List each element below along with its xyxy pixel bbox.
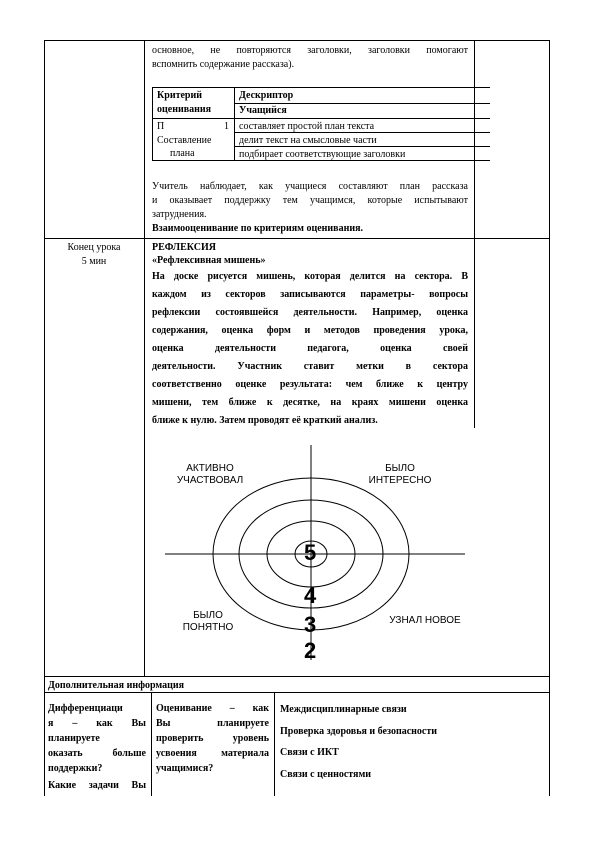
target-label-top-left bbox=[160, 463, 260, 487]
additional-col3-line: Связи с ИКТ bbox=[280, 747, 339, 758]
target-score-2: 2 bbox=[304, 638, 317, 663]
reflection-title: РЕФЛЕКСИЯ bbox=[152, 242, 216, 253]
criteria-criterion-line-1: Составление bbox=[157, 135, 212, 146]
criteria-header-criterion: Критерий bbox=[157, 90, 203, 101]
target-score-3: 3 bbox=[304, 612, 317, 637]
additional-col3-line: Проверка здоровья и безопасности bbox=[280, 726, 438, 737]
additional-col1-line: оказать больше bbox=[48, 748, 146, 759]
reflection-line: содержания, оценка форм и методов проведения урока, bbox=[152, 325, 468, 336]
target-score-4: 4 bbox=[304, 583, 317, 608]
end-stage-duration: 5 мин bbox=[81, 256, 107, 267]
target-label-top-left-line-1: АКТИВНО bbox=[186, 463, 234, 474]
top-text-line-1: основное, не повторяются заголовки, заголовки помогают bbox=[152, 45, 468, 56]
additional-col2-line: Вы планируете bbox=[156, 718, 269, 729]
target-label-bottom-left-line-2: ПОНЯТНО bbox=[182, 622, 234, 633]
reflection-line: оценка деятельности педагога, оценка своей bbox=[152, 343, 468, 354]
teacher-note-line-3: затруднения. bbox=[152, 209, 207, 220]
target-label-bottom-left-line-1: БЫЛО bbox=[193, 610, 223, 621]
target-label-top-left-line-2: УЧАСТВОВАЛ bbox=[176, 475, 244, 486]
additional-info-title: Дополнительная информация bbox=[48, 680, 185, 691]
reflection-line: каждом из секторов записываются параметры- вопросы bbox=[152, 289, 468, 300]
target-label-top-right bbox=[350, 463, 450, 487]
target-label-top-right-line-2: ИНТЕРЕСНО bbox=[368, 475, 432, 486]
teacher-note-line-2: и оказывает поддержку тем учащимся, которые испытывают bbox=[152, 195, 468, 206]
additional-col2-line: проверить уровень bbox=[156, 733, 269, 744]
reflection-line: мишени, тем ближе к десятке, на краях мишени оценка bbox=[152, 397, 468, 408]
reflection-line: ближе к нулю. Затем проводят её краткий анализ. bbox=[152, 415, 378, 426]
reflection-line: деятельности. Участник ставит метки в сектора bbox=[152, 361, 468, 372]
additional-col2-line: учащимися? bbox=[156, 763, 214, 774]
end-stage-label: Конец урока bbox=[67, 242, 121, 253]
additional-col2-line: Оценивание – как bbox=[156, 703, 269, 714]
target-score-5: 5 bbox=[304, 540, 317, 565]
additional-col1-line: я – как Вы bbox=[48, 718, 146, 729]
teacher-note-line-1: Учитель наблюдает, как учащиеся составляют план рассказа bbox=[152, 181, 468, 192]
criteria-descriptor-3: подбирает соответствующие заголовки bbox=[239, 149, 406, 160]
criteria-row-number: 1 bbox=[224, 121, 229, 132]
peer-assessment: Взаимооценивание по критериям оценивания. bbox=[152, 223, 364, 234]
criteria-header-criterion-2: оценивания bbox=[157, 104, 212, 115]
target-label-bottom-left bbox=[158, 610, 258, 634]
criteria-descriptor-1: составляет простой план текста bbox=[239, 121, 375, 132]
top-text-line-2: вспомнить содержание рассказа). bbox=[152, 59, 295, 70]
criteria-row-prefix: П bbox=[157, 121, 165, 132]
criteria-subheader-student: Учащийся bbox=[239, 105, 287, 116]
additional-col1-line: планируете bbox=[48, 733, 100, 744]
reflection-subtitle: «Рефлексивная мишень» bbox=[152, 255, 266, 266]
additional-col1-line: поддержки? bbox=[48, 763, 103, 774]
reflection-line: рефлексии состоявшейся деятельности. Например, оценка bbox=[152, 307, 468, 318]
additional-col1-line: Какие задачи Вы bbox=[48, 780, 146, 791]
additional-col2-line: усвоения материала bbox=[156, 748, 269, 759]
target-label-top-right-line-1: БЫЛО bbox=[385, 463, 415, 474]
reflection-line: соответственно оценке результата: чем ближе к центру bbox=[152, 379, 468, 390]
criteria-header-descriptor: Дескриптор bbox=[239, 90, 294, 101]
additional-col1-line: Дифференциаци bbox=[48, 703, 123, 714]
additional-col3-line: Связи с ценностями bbox=[280, 769, 372, 780]
additional-col3-line: Междисциплинарные связи bbox=[280, 704, 407, 715]
target-label-bottom-right: УЗНАЛ НОВОЕ bbox=[389, 615, 461, 626]
reflection-line: На доске рисуется мишень, которая делится на сектора. В bbox=[152, 271, 468, 282]
criteria-descriptor-2: делит текст на смысловые части bbox=[239, 135, 377, 146]
criteria-criterion-line-2: плана bbox=[170, 148, 195, 159]
